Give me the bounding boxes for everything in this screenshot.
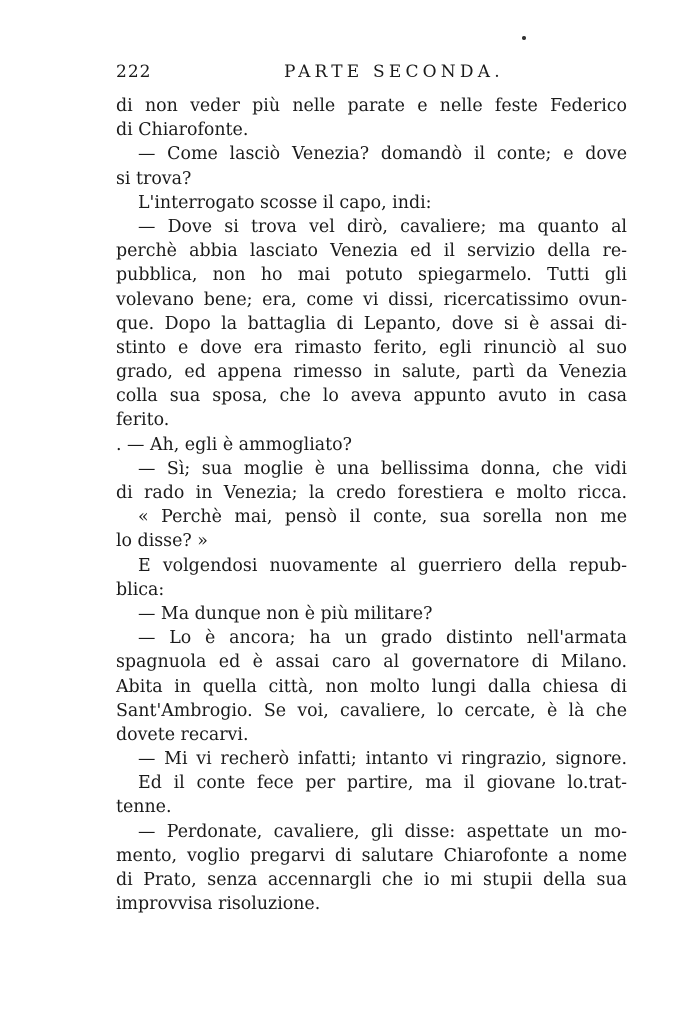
- running-title: PARTE SECONDA.: [284, 62, 504, 82]
- text-line: — Perdonate, cavaliere, gli disse: aspettate un mo-: [138, 821, 627, 842]
- page-number: 222: [116, 62, 152, 82]
- text-line: E volgendosi nuovamente al guerriero della repub-: [138, 555, 627, 576]
- text-line: pubblica, non ho mai potuto spiegarmelo. Tutti gli: [116, 265, 627, 286]
- text-line: di non veder più nelle parate e nelle feste Federico: [116, 96, 627, 116]
- text-line: — Lo è ancora; ha un grado distinto nell'armata: [138, 628, 627, 649]
- text-line: improvvisa risoluzione.: [116, 894, 321, 915]
- text-line: — Ma dunque non è più militare?: [138, 603, 433, 624]
- text-line: — Come lasciò Venezia? domandò il conte; e dove: [138, 144, 627, 165]
- text-line: Sant'Ambrogio. Se voi, cavaliere, lo cercate, è là che: [116, 700, 627, 721]
- text-line: que. Dopo la battaglia di Lepanto, dove si è assai di-: [116, 313, 627, 334]
- text-line: blica:: [116, 579, 165, 600]
- text-line: volevano bene; era, come vi dissi, ricercatissimo ovun-: [116, 289, 627, 310]
- text-line: « Perchè mai, pensò il conte, sua sorella non me: [138, 507, 627, 528]
- text-line: di rado in Venezia; la credo forestiera e molto ricca.: [116, 483, 627, 503]
- text-line: si trova?: [116, 168, 192, 189]
- text-line: grado, ed appena rimesso in salute, partì da Venezia: [116, 362, 627, 383]
- text-line: colla sua sposa, che lo aveva appunto avuto in casa: [116, 386, 627, 407]
- text-line: — Dove si trova vel dirò, cavaliere; ma quanto al: [138, 216, 627, 237]
- text-line: Abita in quella città, non molto lungi dalla chiesa di: [116, 676, 627, 697]
- page-header: [116, 62, 636, 86]
- text-line: — Sì; sua moglie è una bellissima donna, che vidi: [138, 458, 627, 479]
- ink-speck: [522, 36, 526, 40]
- text-line: tenne.: [116, 797, 172, 818]
- text-line: ferito.: [116, 410, 170, 431]
- text-line: stinto e dove era rimasto ferito, egli rinunciò al suo: [116, 337, 627, 358]
- text-line: Ed il conte fece per partire, ma il giovane lo.trat-: [138, 773, 627, 794]
- text-line: lo disse? »: [116, 531, 208, 552]
- text-line: . — Ah, egli è ammogliato?: [116, 434, 352, 455]
- text-line: di Prato, senza accennargli che io mi stupii della sua: [116, 870, 627, 890]
- text-line: mento, voglio pregarvi di salutare Chiarofonte a nome: [116, 845, 627, 866]
- text-line: dovete recarvi.: [116, 724, 249, 745]
- text-line: spagnuola ed è assai caro al governatore di Milano.: [116, 652, 627, 673]
- text-line: — Mi vi recherò infatti; intanto vi ringrazio, signore.: [138, 749, 627, 770]
- body-text: [116, 94, 627, 916]
- text-line: di Chiarofonte.: [116, 120, 249, 141]
- text-line: perchè abbia lasciato Venezia ed il servizio della re-: [116, 241, 627, 262]
- text-line: L'interrogato scosse il capo, indi:: [138, 192, 432, 213]
